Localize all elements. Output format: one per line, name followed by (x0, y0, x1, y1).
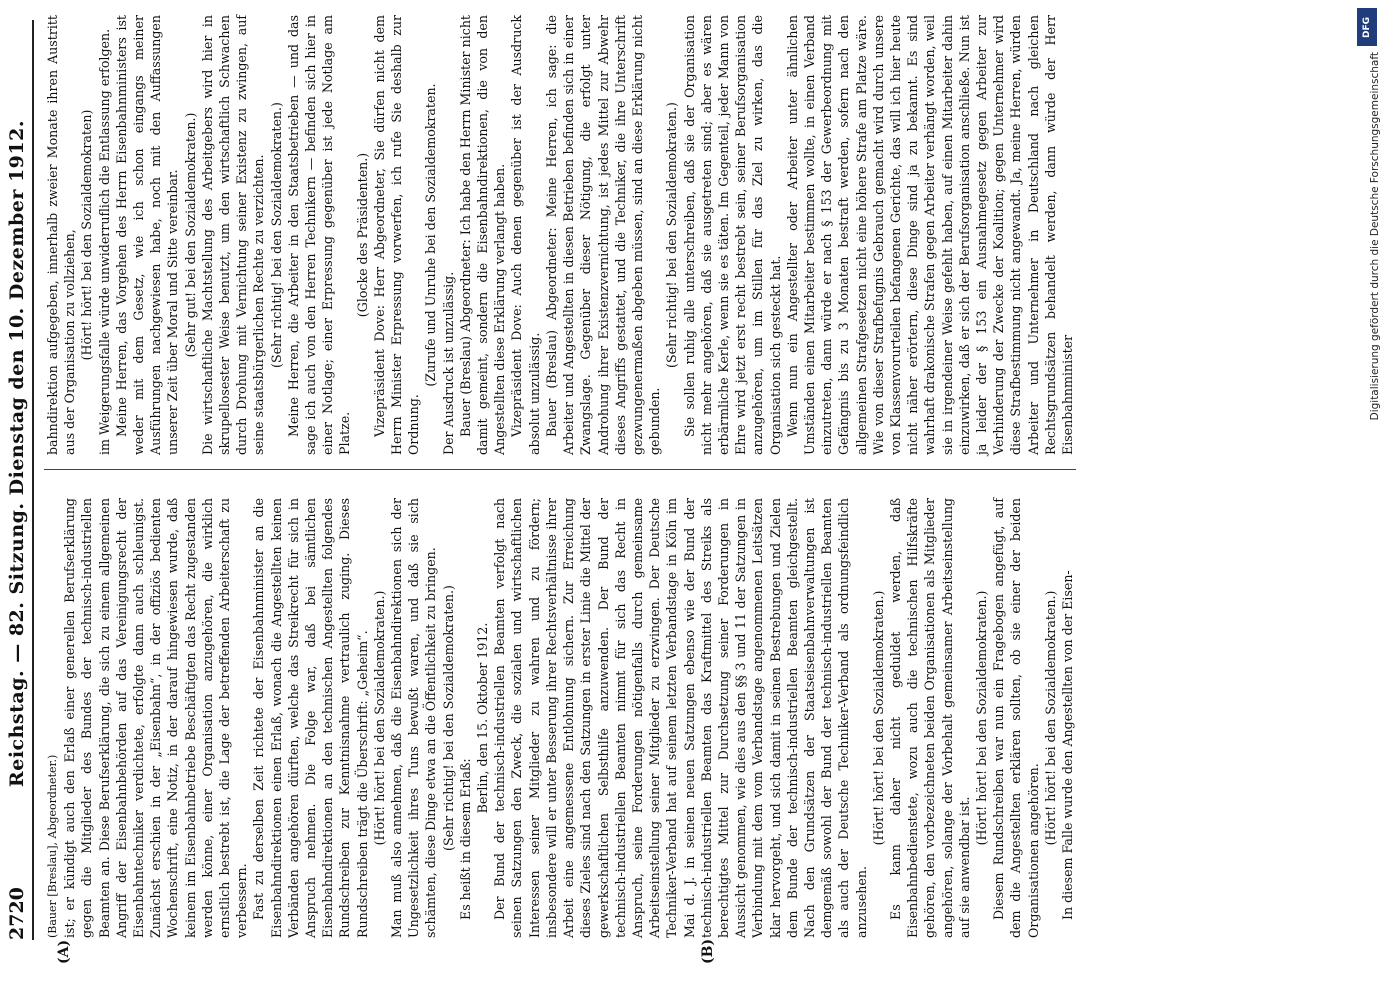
interjection: (Glocke des Präsidenten.) (354, 152, 370, 318)
paragraph: Man muß also annehmen, daß die Eisenbahndirektionen sich der Ungesetzlichkeit ihres Tuns bewußt waren, und daß sie sich schämten, diese Dinge etwa an die Öffentlichkeit zu bringen. (389, 498, 439, 938)
paragraph: Vizepräsident Dove: Herr Abgeordneter, Sie dürfen nicht dem Herrn Minister Erpressung vorwerfen, ich rufe Sie deshalb zur Ordnung. (371, 15, 422, 455)
paragraph: Meine Herren, das Vorgehen des Herrn Eisenbahnministers ist weder mit dem Gesetz, wie ich schon eingangs meiner Ausführungen nachgewiesen habe, noch mit den Auffassungen unserer Zeit über Moral und Sitte vereinbar. (113, 15, 181, 455)
interjection: (Hört! hört! bei den Sozialdemokraten.) (870, 590, 886, 846)
digitization-note: Digitalisierung gefördert durch die Deutsche Forschungsgemeinschaft (1369, 52, 1381, 421)
paragraph: Fast zu derselben Zeit richtete der Eisenbahnminister an die Eisenbahndirektionen einen Erlaß, wonach die Angestellten keinen Verbänden angehören dürften, welche das Streikrecht für sich in Anspruch nehmen. Die Folge war, daß bei sämtlichen Eisenbahndirektionen an den technischen Angestellten folgendes Rundschreiben zur Kenntnisnahme vertraulich zuging. Dieses Rundschreiben trägt die Überschrift: „Geheim“. (251, 498, 370, 938)
paragraph: Diesem Rundschreiben war nun ein Fragebogen angefügt, auf dem die Angestellten erklären sollten, ob sie einer der beiden Organisationen angehören. (991, 498, 1041, 938)
running-head (0, 20, 34, 940)
paragraph: Meine Herren, die Arbeiter in den Staatsbetrieben — und das sage ich auch von den Herren Technikern — befinden sich hier in einer Notlage; einer Erpressung gegenüber ist jede Notlage am Platze. (285, 15, 353, 455)
paragraph: bahndirektion aufgegeben, innerhalb zweier Monate ihren Austritt aus der Organisation zu vollziehen, (45, 15, 78, 455)
paragraph: Die wirtschaftliche Machtstellung des Arbeitgebers wird hier in skrupellosester Weise benutzt, um den wirtschaftlich Schwachen durch Drohung mit Vernichtung seiner Existenz zu zwingen, auf seine staatsbürgerlichen Rechte zu verzichten. (199, 15, 267, 455)
speaker-note: (Bauer [Breslau], Abgeordneter.) (46, 754, 59, 938)
paragraph: Der Ausdruck ist unzulässig. (440, 271, 456, 455)
right-column (44, 15, 1076, 470)
paragraph: Vizepräsident Dove: Auch denen gegenüber ist der Ausdruck absolut unzulässig. (509, 15, 542, 455)
dateline: Berlin, den 15. Oktober 1912. (475, 622, 491, 814)
interjection: (Hört! hört! bei den Sozialdemokraten.) (371, 590, 387, 846)
paragraph: Bauer (Breslau) Abgeordneter: Ich habe den Herrn Minister nicht damit gemeint, sondern die Eisenbahndirektionen, die von den Angestellten diese Erklärung verlangt haben. (457, 15, 508, 455)
dfg-logo: DFG (1357, 8, 1377, 46)
paragraph: Der Bund der technisch-industriellen Beamten verfolgt nach seinen Satzungen den Zweck, die sozialen und wirtschaftlichen Interessen seiner Mitglieder zu wahren und zu fördern; insbesondere will er unter Besserung ihrer Rechtsverhältnisse ihrer Arbeit eine angemessene Entlohnung sichern. Zur Erreichung dieses Zieles sind nach den Satzungen in erster Linie die Mittel der gewerkschaftlichen Selbsthilfe anzuwenden. Der Bund der technisch-industriellen Beamten nimmt für sich das Recht in Anspruch, seine Forderungen nötigenfalls durch gemeinsame Arbeitseinstellung seiner Mitglieder zu erzwingen. Der Deutsche Techniker-Verband hat auf seinem letzten Verbandstage in Köln im Mai d. J. in seinen neuen Satzungen ebenso wie der Bund der technisch-industriellen Beamten das Kraftmittel des Streiks als berechtigtes Mittel zur Durchsetzung seiner Forderungen in Aussicht genommen, wie dies aus den §§ 3 und 11 der Satzungen in Verbindung mit dem vom Verbandstage angenommenen Leitsätzen klar hervorgeht, und sich damit in seinen Bestrebungen und Zielen dem Bunde der technisch-industriellen Beamten gleichgestellt. Nach den Grundsätzen der Staatseisenbahnverwaltungen ist demgemäß sowohl der Bund der technisch-industriellen Beamten als auch der Deutsche Techniker-Verband als ordnungsfeindlich anzusehen. (492, 498, 869, 938)
paragraph: Sie sollen ruhig alle unterschreiben, daß sie der Organisation nicht mehr angehören, daß sie ausgetreten sind; aber es wären erbärmliche Kerle, wenn sie es täten. Im Gegenteil, jeder Mann von Ehre wird jetzt erst recht bestrebt sein, seiner Berufsorganisation anzugehören, um im Stillen für das Ziel zu wirken, das die Organisation sich gesteckt hat. (681, 15, 783, 455)
left-column (44, 498, 1076, 938)
margin-mark-a: (A) (56, 939, 72, 964)
margin-mark-b: (B) (700, 938, 716, 964)
paragraph: Bauer (Breslau) Abgeordneter: Meine Herren, ich sage: die Arbeiter und Angestellten in diesen Betrieben befinden sich in einer Zwangslage. Gegenüber dieser Nötigung, die erfolgt unter Androhung ihrer Existenzvernichtung, ist jedes Mittel zur Abwehr dieses Angriffs gestattet, und die Techniker, die ihre Unterschrift gezwungenermaßen abgeben müssen, sind an diese Erklärung nicht gebunden. (543, 15, 663, 455)
paragraph: ist; er kündigt auch den Erlaß einer generellen Berufserklärung gegen die Mitglieder des Bundes der technisch-industriellen Beamten an. Diese Berufserklärung, die sich zu einem allgemeinen Angriff der Eisenbahnbehörden auf das Vereinigungsrecht der Eisenbahntechniker verdichtete, erfolgte dann auch schleunigst. Zunächst erschien in der „Eisenbahn“, in der offiziös bedienten Wochenschrift, eine Notiz, in der darauf hingewiesen wurde, daß keinem im Eisenbahnbetriebe Beschäftigten das Recht zugestanden werden könne, einer Organisation anzugehören, die wirklich ernstlich bestrebt ist, die Lage der betreffenden Arbeiterschaft zu verbessern. (62, 498, 250, 938)
paragraph: Es heißt in diesem Erlaß: (457, 758, 473, 920)
interjection: (Hört! hört! bei den Sozialdemokraten.) (973, 590, 989, 846)
paragraph: Es kann daher nicht geduldet werden, daß Eisenbahnbedienstete, wozu auch die technischen Hilfskräfte gehören, den vorbezeichneten beiden Organisationen als Mitglieder angehören, solange der Vorbehalt gemeinsamer Arbeitseinstellung auf sie anwendbar ist. (887, 498, 972, 938)
interjection: (Hört! hört! bei den Sozialdemokraten.) (1042, 590, 1058, 846)
interjection: (Sehr richtig! bei den Sozialdemokraten.) (440, 585, 456, 851)
paragraph: Wenn nun ein Angestellter oder Arbeiter unter ähnlichen Umständen einen Mitarbeiter bestimmen wollte, in einen Verband einzutreten, dann würde er nach § 153 der Gewerbeordnung mit Gefängnis bis zu 3 Monaten bestraft werden, sofern nach den allgemeinen Strafgesetzen nicht eine höhere Strafe am Platze wäre. Wie von dieser Strafbefugnis Gebrauch gemacht wird durch unsere von Klassenvorurteilen befangenen Gerichte, das will ich hier heute nicht näher erörtern, diese Dinge sind ja zu bekannt. Es sind wahrhaft drakonische Strafen gegen Arbeiter verhängt worden, weil sie in irgendeiner Weise gefehlt haben, auf einen Mitarbeiter dahin einzuwirken, daß er sich der Berufsorganisation anschließe. Nun ist ja leider der § 153 ein Ausnahmegesetz gegen Arbeiter zur Verhinderung der Zwecke der Koalition; gegen Unternehmer wird diese Strafbestimmung nicht angewandt. Ja, meine Herren, würden Arbeiter und Unternehmer in Deutschland nach gleichen Rechtsgrundsätzen behandelt werden, dann würde der Herr Eisenbahnminister (784, 15, 1075, 455)
paragraph: In diesem Falle wurde den Angestellten von der Eisen- (1059, 570, 1075, 920)
page-number: 2720 (6, 887, 28, 940)
interjection: (Sehr gut! bei den Sozialdemokraten.) (182, 112, 198, 358)
page-title: Reichstag. — 82. Sitzung. Dienstag den 10. Dezember 1912. (6, 120, 28, 788)
interjection: (Hört! hört! bei den Sozialdemokraten) (79, 109, 95, 361)
paragraph: im Weigerungsfalle würde unwiderruflich die Entlassung erfolgen. (96, 28, 112, 455)
interjection: (Sehr richtig! bei den Sozialdemokraten.) (268, 102, 284, 368)
interjection: (Sehr richtig! bei den Sozialdemokraten.) (664, 102, 680, 368)
interjection: (Zurufe und Unruhe bei den Sozialdemokraten. (423, 83, 439, 387)
